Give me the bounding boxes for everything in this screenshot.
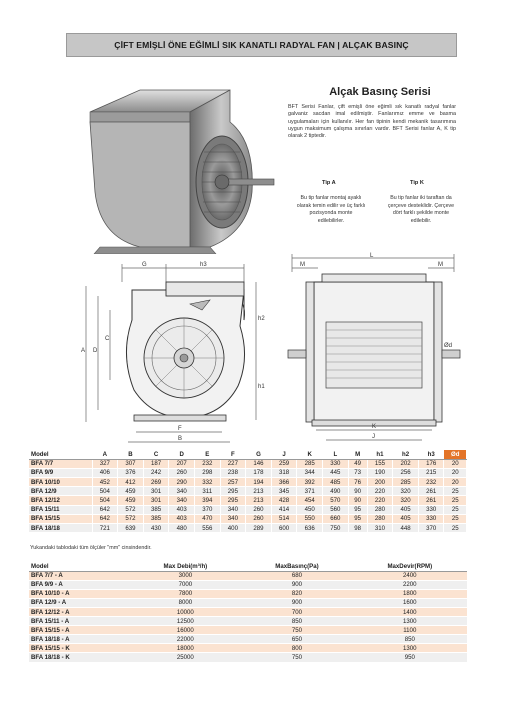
dim-label-j: J [372, 434, 375, 440]
value-cell: 490 [323, 487, 349, 496]
value-cell: 504 [92, 487, 118, 496]
dim-header-cell: A [92, 450, 118, 459]
table-row [29, 496, 467, 505]
table-row [29, 626, 467, 635]
value-cell: 260 [246, 514, 272, 523]
units-note: Yukandaki tablodaki tüm ölçüler "mm" cinsindendir. [30, 545, 152, 551]
value-cell: 560 [323, 505, 349, 514]
dim-header-cell: J [271, 450, 297, 459]
dim-label-h1: h1 [258, 384, 265, 390]
value-cell: 232 [418, 478, 444, 487]
dim-header-cell: G [246, 450, 272, 459]
value-cell: 376 [118, 468, 144, 477]
value-cell: 414 [271, 505, 297, 514]
value-cell: 405 [393, 505, 419, 514]
value-cell: 25 [444, 505, 467, 514]
table-row [29, 524, 467, 533]
value-cell: 721 [92, 524, 118, 533]
perf-header-cell: MaxBasınç(Pa) [241, 562, 352, 571]
value-cell: 639 [118, 524, 144, 533]
value-cell: 385 [143, 505, 169, 514]
value-cell: 344 [297, 468, 323, 477]
value-cell: 301 [143, 496, 169, 505]
model-cell: BFA 12/12 [29, 496, 92, 505]
value-cell: 220 [367, 487, 393, 496]
dim-header-cell: M [348, 450, 367, 459]
value-cell: 950 [353, 653, 467, 662]
value-cell: 269 [143, 478, 169, 487]
dim-label-b: B [178, 436, 183, 442]
dimensions-table-header [29, 450, 467, 459]
value-cell: 385 [143, 514, 169, 523]
model-cell: BFA 15/11 [29, 505, 92, 514]
value-cell: 572 [118, 514, 144, 523]
value-cell: 18000 [129, 644, 241, 653]
value-cell: 370 [418, 524, 444, 533]
model-cell: BFA 15/11 - A [29, 617, 129, 626]
tip-k-description: Bu tip fanlar iki taraftan da çerçeve desteklidir. Çerçeve dört farklı şekilde monte edilebilir. [387, 195, 455, 224]
value-cell: 7000 [129, 580, 241, 589]
value-cell: 642 [92, 514, 118, 523]
value-cell: 285 [393, 478, 419, 487]
dim-header-cell: K [297, 450, 323, 459]
value-cell: 260 [169, 468, 195, 477]
value-cell: 12500 [129, 617, 241, 626]
value-cell: 318 [271, 468, 297, 477]
dim-label-k: K [372, 424, 377, 430]
model-cell: BFA 9/9 [29, 468, 92, 477]
value-cell: 2400 [353, 571, 467, 580]
value-cell: 261 [418, 496, 444, 505]
value-cell: 213 [246, 487, 272, 496]
model-cell: BFA 15/15 - K [29, 644, 129, 653]
value-cell: 800 [241, 644, 352, 653]
value-cell: 256 [393, 468, 419, 477]
value-cell: 636 [297, 524, 323, 533]
perf-header-cell: MaxDevir(RPM) [353, 562, 467, 571]
value-cell: 600 [271, 524, 297, 533]
table-row [29, 468, 467, 477]
model-cell: BFA 12/9 [29, 487, 92, 496]
value-cell: 370 [194, 505, 220, 514]
dim-header-cell: E [194, 450, 220, 459]
table-row [29, 653, 467, 662]
value-cell: 445 [323, 468, 349, 477]
intro-paragraph: BFT Serisi Fanlar, çift emişli öne eğimli sık kanatlı radyal fanlar galvaniz sacdan imal edilmiştir. Fanlarımız emme ve basma uygulamaları için kullanılır. Her fan tipinin kendi mekanik tasarımına uygun maksimum çalışma sınırları vardır. BFT Serisi fanlar A, K tip olarak 2 tiptedir. [288, 104, 456, 140]
table-row [29, 598, 467, 607]
value-cell: 850 [353, 635, 467, 644]
tip-a-description: Bu tip fanlar montaj ayaklı olarak temin edilir ve üç farklı pozisyonda monte edilebilirler. [296, 195, 366, 224]
model-cell: BFA 15/15 - A [29, 626, 129, 635]
value-cell: 20 [444, 459, 467, 468]
dimensions-table [29, 450, 467, 533]
performance-table [29, 562, 467, 663]
value-cell: 448 [393, 524, 419, 533]
model-cell: BFA 12/12 - A [29, 607, 129, 616]
value-cell: 504 [92, 496, 118, 505]
value-cell: 207 [169, 459, 195, 468]
dim-header-cell: h3 [418, 450, 444, 459]
value-cell: 25 [444, 487, 467, 496]
value-cell: 642 [92, 505, 118, 514]
side-view-drawing [72, 260, 272, 446]
value-cell: 98 [348, 524, 367, 533]
value-cell: 459 [118, 487, 144, 496]
value-cell: 200 [367, 478, 393, 487]
value-cell: 8000 [129, 598, 241, 607]
value-cell: 330 [418, 505, 444, 514]
value-cell: 49 [348, 459, 367, 468]
value-cell: 95 [348, 505, 367, 514]
value-cell: 76 [348, 478, 367, 487]
value-cell: 22000 [129, 635, 241, 644]
table-row [29, 607, 467, 616]
value-cell: 430 [143, 524, 169, 533]
model-cell: BFA 10/10 [29, 478, 92, 487]
value-cell: 345 [271, 487, 297, 496]
value-cell: 660 [323, 514, 349, 523]
value-cell: 213 [246, 496, 272, 505]
value-cell: 16000 [129, 626, 241, 635]
value-cell: 1600 [353, 598, 467, 607]
value-cell: 178 [246, 468, 272, 477]
tip-k-title: Tip K [410, 180, 424, 186]
model-cell: BFA 7/7 [29, 459, 92, 468]
value-cell: 454 [297, 496, 323, 505]
value-cell: 680 [241, 571, 352, 580]
value-cell: 556 [194, 524, 220, 533]
value-cell: 900 [241, 580, 352, 589]
value-cell: 25 [444, 514, 467, 523]
dim-label-h2: h2 [258, 316, 265, 322]
dim-header-cell: h2 [393, 450, 419, 459]
value-cell: 327 [92, 459, 118, 468]
value-cell: 295 [220, 487, 246, 496]
value-cell: 2200 [353, 580, 467, 589]
dim-label-m-right: M [438, 262, 443, 268]
tip-a-title: Tip A [322, 180, 336, 186]
value-cell: 392 [297, 478, 323, 487]
value-cell: 366 [271, 478, 297, 487]
model-cell: BFA 7/7 - A [29, 571, 129, 580]
table-row [29, 459, 467, 468]
fan-product-photo [80, 82, 280, 254]
value-cell: 412 [118, 478, 144, 487]
value-cell: 394 [194, 496, 220, 505]
value-cell: 310 [367, 524, 393, 533]
value-cell: 202 [393, 459, 419, 468]
value-cell: 220 [367, 496, 393, 505]
value-cell: 10000 [129, 607, 241, 616]
value-cell: 332 [194, 478, 220, 487]
value-cell: 3000 [129, 571, 241, 580]
value-cell: 340 [220, 505, 246, 514]
value-cell: 155 [367, 459, 393, 468]
value-cell: 750 [241, 626, 352, 635]
value-cell: 340 [169, 496, 195, 505]
value-cell: 1400 [353, 607, 467, 616]
value-cell: 1100 [353, 626, 467, 635]
dim-label-m-left: M [300, 262, 305, 268]
table-row [29, 514, 467, 523]
model-cell: BFA 18/18 [29, 524, 92, 533]
dim-header-cell: F [220, 450, 246, 459]
perf-header-cell: Max Debi(m³/h) [129, 562, 241, 571]
dim-header-cell: C [143, 450, 169, 459]
dim-header-cell: Ød [444, 450, 467, 459]
value-cell: 330 [323, 459, 349, 468]
value-cell: 290 [169, 478, 195, 487]
value-cell: 400 [220, 524, 246, 533]
value-cell: 700 [241, 607, 352, 616]
value-cell: 242 [143, 468, 169, 477]
value-cell: 238 [220, 468, 246, 477]
value-cell: 190 [367, 468, 393, 477]
value-cell: 750 [241, 653, 352, 662]
value-cell: 215 [418, 468, 444, 477]
value-cell: 257 [220, 478, 246, 487]
value-cell: 311 [194, 487, 220, 496]
dim-label-a: A [81, 348, 86, 354]
value-cell: 25 [444, 496, 467, 505]
value-cell: 1800 [353, 589, 467, 598]
value-cell: 259 [271, 459, 297, 468]
value-cell: 320 [393, 496, 419, 505]
value-cell: 514 [271, 514, 297, 523]
value-cell: 570 [323, 496, 349, 505]
value-cell: 320 [393, 487, 419, 496]
model-cell: BFA 18/18 - A [29, 635, 129, 644]
value-cell: 95 [348, 514, 367, 523]
value-cell: 485 [323, 478, 349, 487]
value-cell: 20 [444, 468, 467, 477]
value-cell: 1300 [353, 617, 467, 626]
value-cell: 146 [246, 459, 272, 468]
dim-header-cell: B [118, 450, 144, 459]
dim-label-d: D [93, 348, 98, 354]
performance-table-header [29, 562, 467, 571]
table-row [29, 580, 467, 589]
value-cell: 295 [220, 496, 246, 505]
value-cell: 330 [418, 514, 444, 523]
model-cell: BFA 18/18 - K [29, 653, 129, 662]
value-cell: 25000 [129, 653, 241, 662]
value-cell: 403 [169, 514, 195, 523]
model-cell: BFA 12/9 - A [29, 598, 129, 607]
value-cell: 227 [220, 459, 246, 468]
table-row [29, 589, 467, 598]
table-row [29, 644, 467, 653]
value-cell: 90 [348, 496, 367, 505]
value-cell: 1300 [353, 644, 467, 653]
value-cell: 25 [444, 524, 467, 533]
value-cell: 750 [323, 524, 349, 533]
value-cell: 90 [348, 487, 367, 496]
table-row [29, 571, 467, 580]
dim-header-cell: h1 [367, 450, 393, 459]
value-cell: 261 [418, 487, 444, 496]
value-cell: 280 [367, 514, 393, 523]
value-cell: 470 [194, 514, 220, 523]
dim-header-cell: Model [29, 450, 92, 459]
value-cell: 450 [297, 505, 323, 514]
value-cell: 194 [246, 478, 272, 487]
value-cell: 289 [246, 524, 272, 533]
table-row [29, 635, 467, 644]
value-cell: 298 [194, 468, 220, 477]
value-cell: 650 [241, 635, 352, 644]
model-cell: BFA 10/10 - A [29, 589, 129, 598]
dim-header-cell: D [169, 450, 195, 459]
value-cell: 428 [271, 496, 297, 505]
dim-header-cell: L [323, 450, 349, 459]
table-row [29, 478, 467, 487]
value-cell: 340 [220, 514, 246, 523]
value-cell: 285 [297, 459, 323, 468]
dim-label-c: C [105, 336, 110, 342]
value-cell: 550 [297, 514, 323, 523]
value-cell: 850 [241, 617, 352, 626]
value-cell: 260 [246, 505, 272, 514]
value-cell: 20 [444, 478, 467, 487]
value-cell: 900 [241, 598, 352, 607]
value-cell: 820 [241, 589, 352, 598]
value-cell: 480 [169, 524, 195, 533]
page-title-banner [66, 33, 457, 57]
model-cell: BFA 15/15 [29, 514, 92, 523]
value-cell: 280 [367, 505, 393, 514]
dim-label-l: L [370, 253, 374, 259]
value-cell: 232 [194, 459, 220, 468]
perf-header-cell: Model [29, 562, 129, 571]
dim-label-od: Ød [444, 343, 453, 349]
value-cell: 187 [143, 459, 169, 468]
value-cell: 572 [118, 505, 144, 514]
value-cell: 405 [393, 514, 419, 523]
value-cell: 7800 [129, 589, 241, 598]
value-cell: 403 [169, 505, 195, 514]
front-view-drawing [286, 252, 461, 446]
value-cell: 340 [169, 487, 195, 496]
dim-label-f: F [178, 426, 182, 432]
value-cell: 459 [118, 496, 144, 505]
value-cell: 371 [297, 487, 323, 496]
dim-label-h3: h3 [200, 262, 207, 268]
page-title: ÇİFT EMİŞLİ ÖNE EĞİMLİ SIK KANATLI RADYAL FAN | ALÇAK BASINÇ [114, 40, 409, 50]
value-cell: 307 [118, 459, 144, 468]
value-cell: 73 [348, 468, 367, 477]
table-row [29, 487, 467, 496]
dim-label-g: G [142, 262, 147, 268]
value-cell: 406 [92, 468, 118, 477]
value-cell: 301 [143, 487, 169, 496]
value-cell: 452 [92, 478, 118, 487]
table-row [29, 505, 467, 514]
table-row [29, 617, 467, 626]
section-title: Alçak Basınç Serisi [329, 86, 431, 98]
value-cell: 176 [418, 459, 444, 468]
model-cell: BFA 9/9 - A [29, 580, 129, 589]
